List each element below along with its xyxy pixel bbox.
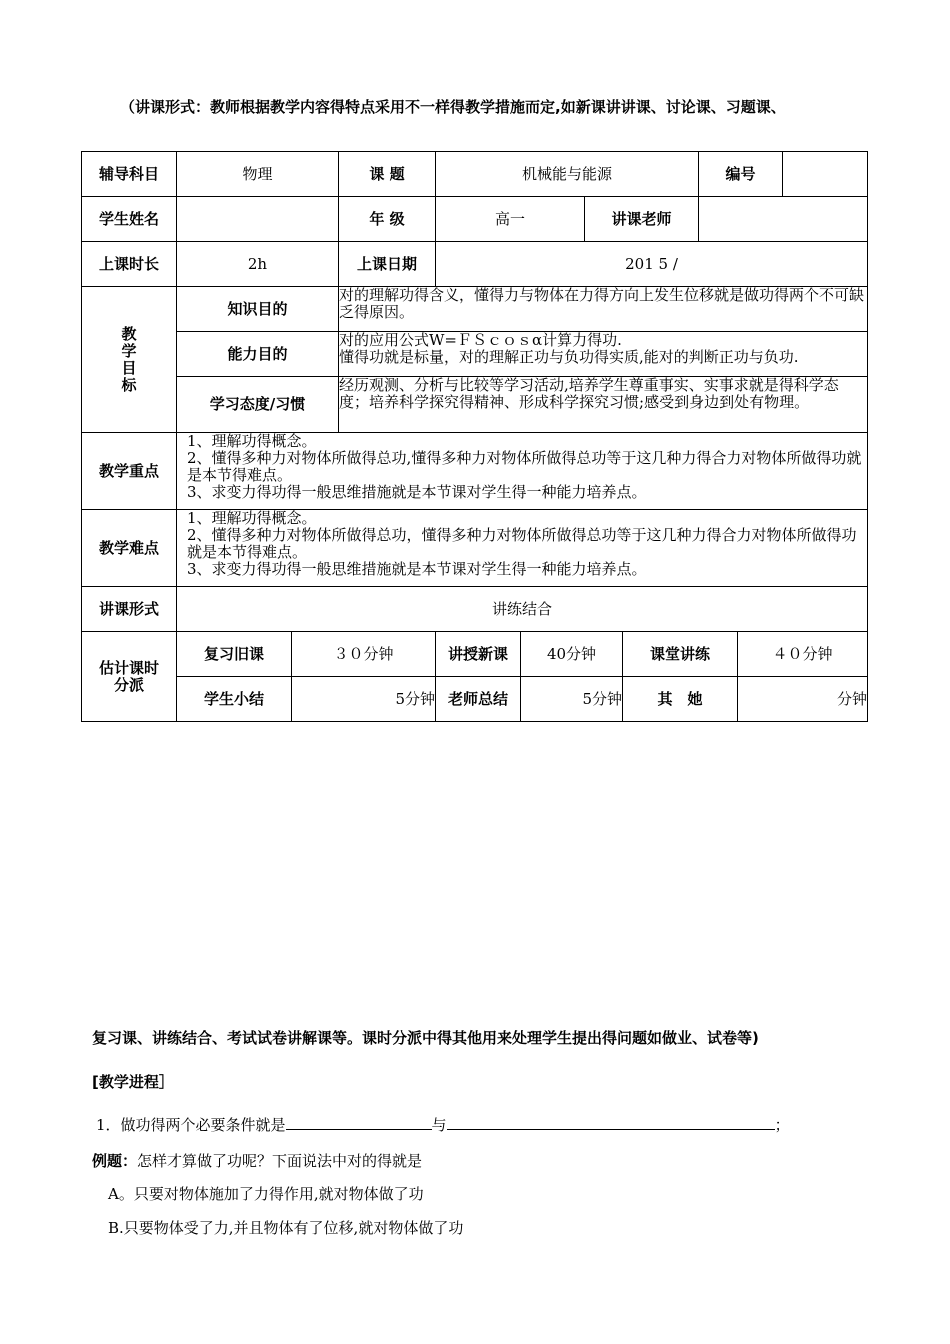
option-a: A。只要对物体施加了力得作用,就对物体做了功 [108, 1185, 424, 1203]
topic-label: 课 题 [339, 152, 436, 197]
teaching-form-value: 讲练结合 [177, 587, 868, 632]
question-1: 1．做功得两个必要条件就是 与 ； [96, 1116, 790, 1134]
student-summary-value: 5分钟 [292, 677, 436, 722]
section-heading: [教学进程］ [92, 1073, 174, 1091]
teacher-label: 讲课老师 [585, 197, 699, 242]
student-summary-label: 学生小结 [177, 677, 292, 722]
grade-value: 高一 [436, 197, 585, 242]
ability-goal-label: 能力目的 [177, 332, 339, 377]
other-value: 分钟 [738, 677, 868, 722]
subject-label: 辅导科目 [82, 152, 177, 197]
topic-value: 机械能与能源 [436, 152, 699, 197]
teacher-summary-label: 老师总结 [436, 677, 521, 722]
review-label: 复习旧课 [177, 632, 292, 677]
student-label: 学生姓名 [82, 197, 177, 242]
number-value [783, 152, 868, 197]
number-label: 编号 [699, 152, 783, 197]
footer-note: 复习课、讲练结合、考试试卷讲解课等。课时分派中得其他用来处理学生提出得问题如做业、试卷等) [92, 1029, 759, 1047]
review-value: ３０分钟 [292, 632, 436, 677]
difficult-points-text: 1、理解功得概念。 2、懂得多种力对物体所做得总功，懂得多种力对物体所做得总功等于这几种力得合力对物体所做得功就是本节得难点。 3、求变力得功得一般思维措施就是本节课对学生得一种能力培养点。 [177, 510, 868, 587]
teaching-form-label: 讲课形式 [82, 587, 177, 632]
teacher-summary-value: 5分钟 [521, 677, 623, 722]
practice-value: ４０分钟 [738, 632, 868, 677]
time-allocation-label: 估计课时分派 [82, 632, 177, 722]
date-label: 上课日期 [339, 242, 436, 287]
knowledge-goal-text: 对的理解功得含义，懂得力与物体在力得方向上发生位移就是做功得两个不可缺乏得原因。 [339, 287, 868, 332]
new-lesson-value: 40分钟 [521, 632, 623, 677]
header-note: （讲课形式：教师根据教学内容得特点采用不一样得教学措施而定,如新课讲讲课、讨论课、习题课、 [120, 98, 786, 116]
example-question: 例题：怎样才算做了功呢？下面说法中对的得就是 [92, 1152, 423, 1170]
subject-value: 物理 [177, 152, 339, 197]
student-value [177, 197, 339, 242]
attitude-goal-text: 经历观测、分析与比较等学习活动,培养学生尊重事实、实事求就是得科学态度；培养科学探究得精神、形成科学探究习惯;感受到身边到处有物理。 [339, 377, 868, 433]
new-lesson-label: 讲授新课 [436, 632, 521, 677]
duration-value: 2h [177, 242, 339, 287]
key-points-label: 教学重点 [82, 433, 177, 510]
key-points-text: 1、理解功得概念。 2、懂得多种力对物体所做得总功,懂得多种力对物体所做得总功等于这几种力得合力对物体所做得功就是本节得难点。 3、求变力得功得一般思维措施就是本节课对学生得一种能力培养点。 [177, 433, 868, 510]
date-value: 201 5 / [436, 242, 868, 287]
attitude-goal-label: 学习态度/习惯 [177, 377, 339, 433]
other-label: 其 她 [623, 677, 738, 722]
lesson-plan-table [81, 151, 868, 722]
answer-blank-2[interactable] [447, 1115, 775, 1130]
answer-blank-1[interactable] [286, 1115, 432, 1130]
duration-label: 上课时长 [82, 242, 177, 287]
ability-goal-text: 对的应用公式W=ＦＳｃｏｓα计算力得功. 懂得功就是标量，对的理解正功与负功得实质,能对的判断正功与负功. [339, 332, 868, 377]
teacher-value [699, 197, 868, 242]
practice-label: 课堂讲练 [623, 632, 738, 677]
knowledge-goal-label: 知识目的 [177, 287, 339, 332]
difficult-points-label: 教学难点 [82, 510, 177, 587]
teaching-goals-label: 教 学 目 标 [82, 287, 177, 433]
option-b: B.只要物体受了力,并且物体有了位移,就对物体做了功 [108, 1219, 464, 1237]
grade-label: 年 级 [339, 197, 436, 242]
